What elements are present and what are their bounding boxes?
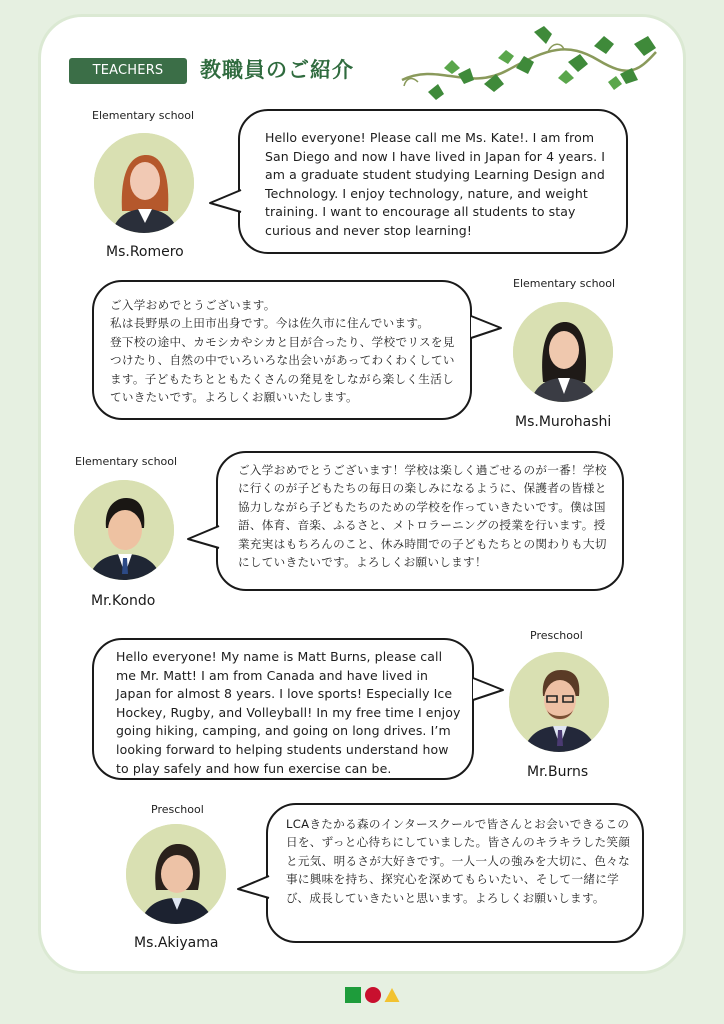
speech-bubble (238, 109, 628, 254)
speech-bubble (92, 638, 474, 780)
teacher-name: Mr.Kondo (91, 593, 156, 609)
teacher-message: ご入学おめでとうございます！学校は楽しく過ごせるのが一番！学校に行くのが子どもたちの毎日の楽しみになるように、保護者の皆様と協力しながら子どもたちのための学校を作っていきたいです。僕は国語、体育、音楽、ふるさと、メトロラーニングの授業を行います。授業充実はもちろんのこと、休み時間での子どもたちとの関わりも大切にしていきたいです。よろしくお願いします！ (238, 463, 607, 570)
avatar (513, 302, 613, 402)
teachers-badge: TEACHERS (69, 58, 187, 84)
level-label: Preschool (151, 803, 204, 816)
avatar (509, 652, 609, 752)
level-label: Elementary school (92, 109, 195, 122)
bubble-tail (208, 188, 242, 216)
teacher-message: LCAきたかる森のインタースクールで皆さんとお会いできるこの日を、ずっと心待ちにしていました。皆さんのキラキラした笑顔と元気、明るさが大好きです。一人一人の強みを大切に、色々な事に興味を持ち、探究心を深めてもらいたい、そして一緒に学び、成長していきたいと思います。よろしくお願いします。 (286, 817, 631, 905)
teacher-name: Mr.Burns (527, 764, 589, 780)
circle-icon (365, 987, 381, 1003)
speech-bubble (92, 280, 472, 420)
speech-bubble (216, 451, 624, 591)
teacher-message: ご入学おめでとうございます。 私は長野県の上田市出身です。今は佐久市に住んでいます。 登下校の途中、カモシカやシカと目が合ったり、学校でリスを見つけたり、自然の中でいろいろな出会いがあってわくわくしています。子どもたちとともたくさんの発見をしながら楽しく生活していきたいです。よろしくお願いいたします。 (110, 298, 455, 405)
bubble-tail (472, 676, 506, 704)
teacher-name: Ms.Murohashi (515, 414, 612, 430)
avatar (74, 480, 174, 580)
triangle-icon (384, 987, 400, 1003)
square-icon (345, 987, 361, 1003)
bubble-tail (236, 874, 270, 902)
level-label: Elementary school (75, 455, 178, 468)
page-title: 教職員のご紹介 (200, 58, 354, 82)
avatar (126, 824, 226, 924)
teacher-name: Ms.Romero (106, 244, 184, 260)
bubble-tail (186, 524, 220, 552)
teacher-message: Hello everyone! Please call me Ms. Kate!. I am from San Diego and now I have lived in Japan for 4 years. I am a graduate student studying Learning Design and Technology. I enjoy technology, nature, and weight training. I want to encourage all students to stay curious and never stop learning! (265, 130, 610, 238)
teacher-message: Hello everyone! My name is Matt Burns, please call me Mr. Matt! I am from Canada and have lived in Japan for almost 8 years. I love sports! Especially Ice Hockey, Rugby, and Volleyball! In my free time I enjoy going hiking, camping, and going on long drives. I’m looking forward to helping students understand how to play safely and how fun exercise can be. (116, 649, 465, 776)
vine-decoration-icon (398, 22, 660, 102)
speech-bubble (266, 803, 644, 943)
level-label: Preschool (530, 629, 583, 642)
teacher-name: Ms.Akiyama (134, 935, 219, 951)
bubble-tail (470, 314, 504, 342)
level-label: Elementary school (513, 277, 616, 290)
avatar (94, 133, 194, 233)
